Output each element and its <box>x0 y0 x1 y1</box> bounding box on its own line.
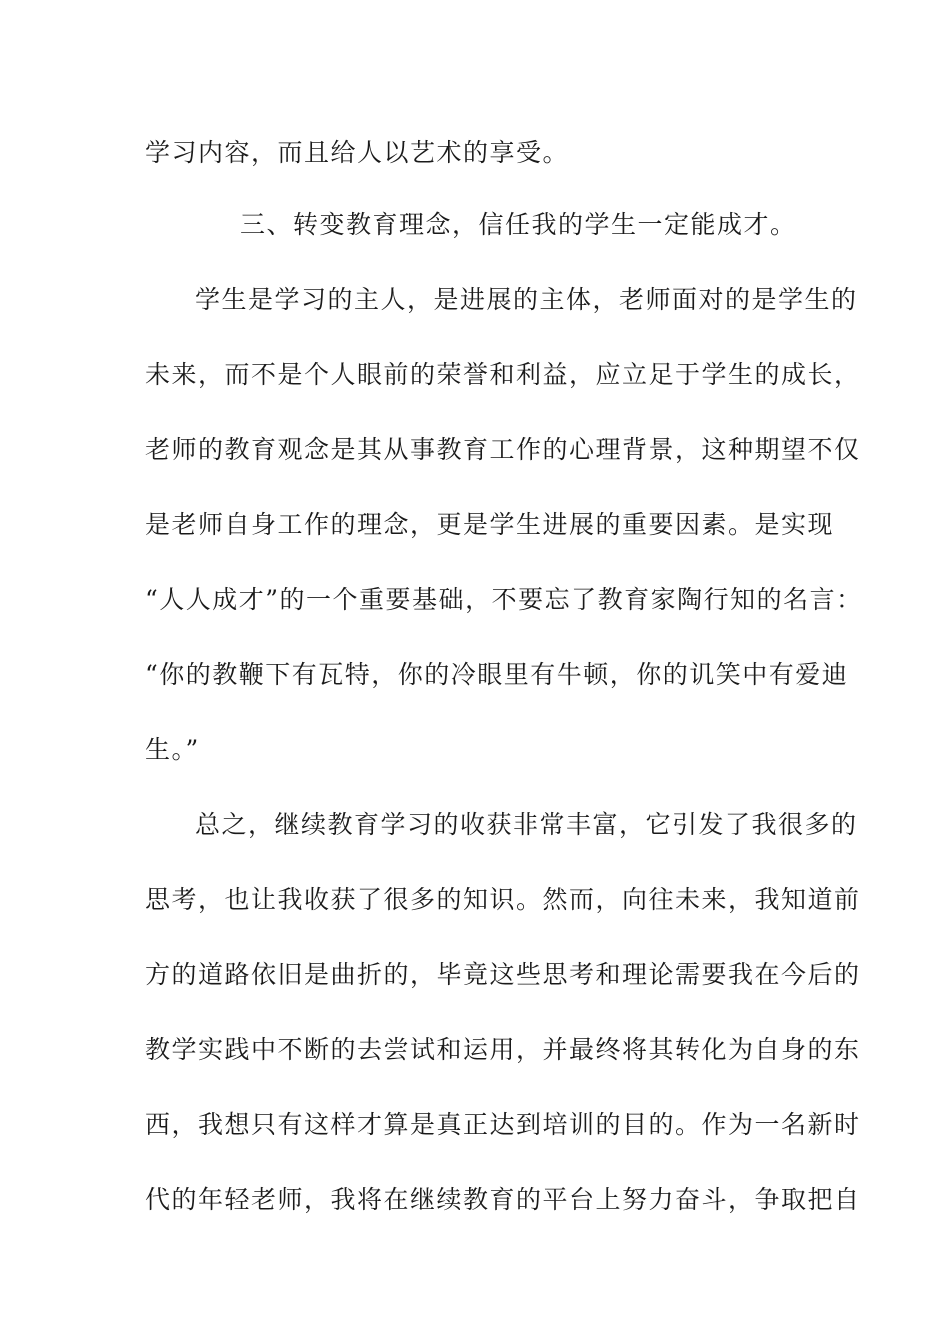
paragraph-line: 老师的教育观念是其从事教育工作的心理背景，这种期望不仅 <box>145 435 861 464</box>
paragraph-line: 西，我想只有这样才算是真正达到培训的目的。作为一名新时 <box>145 1110 861 1139</box>
paragraph-line: 方的道路依旧是曲折的，毕竟这些思考和理论需要我在今后的 <box>145 960 861 989</box>
paragraph-line: 是老师自身工作的理念，更是学生进展的重要因素。是实现 <box>145 510 835 539</box>
paragraph-line: 思考，也让我收获了很多的知识。然而，向往未来，我知道前 <box>145 885 861 914</box>
paragraph-line: 学生是学习的主人，是进展的主体，老师面对的是学生的 <box>195 285 858 314</box>
paragraph-line: 代的年轻老师，我将在继续教育的平台上努力奋斗，争取把自 <box>145 1185 861 1214</box>
paragraph-line: 总之，继续教育学习的收获非常丰富，它引发了我很多的 <box>195 810 858 839</box>
paragraph-line: 未来，而不是个人眼前的荣誉和利益，应立足于学生的成长， <box>145 360 861 389</box>
paragraph-line: “人人成才”的一个重要基础，不要忘了教育家陶行知的名言： <box>145 585 863 614</box>
paragraph-line: 教学实践中不断的去尝试和运用，并最终将其转化为自身的东 <box>145 1035 861 1064</box>
paragraph-line: 生。” <box>145 735 200 764</box>
section-heading: 三、转变教育理念，信任我的学生一定能成才。 <box>240 210 797 239</box>
paragraph-line: 学习内容，而且给人以艺术的享受。 <box>145 138 570 167</box>
paragraph-line: “你的教鞭下有瓦特，你的冷眼里有牛顿，你的讥笑中有爱迪 <box>145 660 849 689</box>
